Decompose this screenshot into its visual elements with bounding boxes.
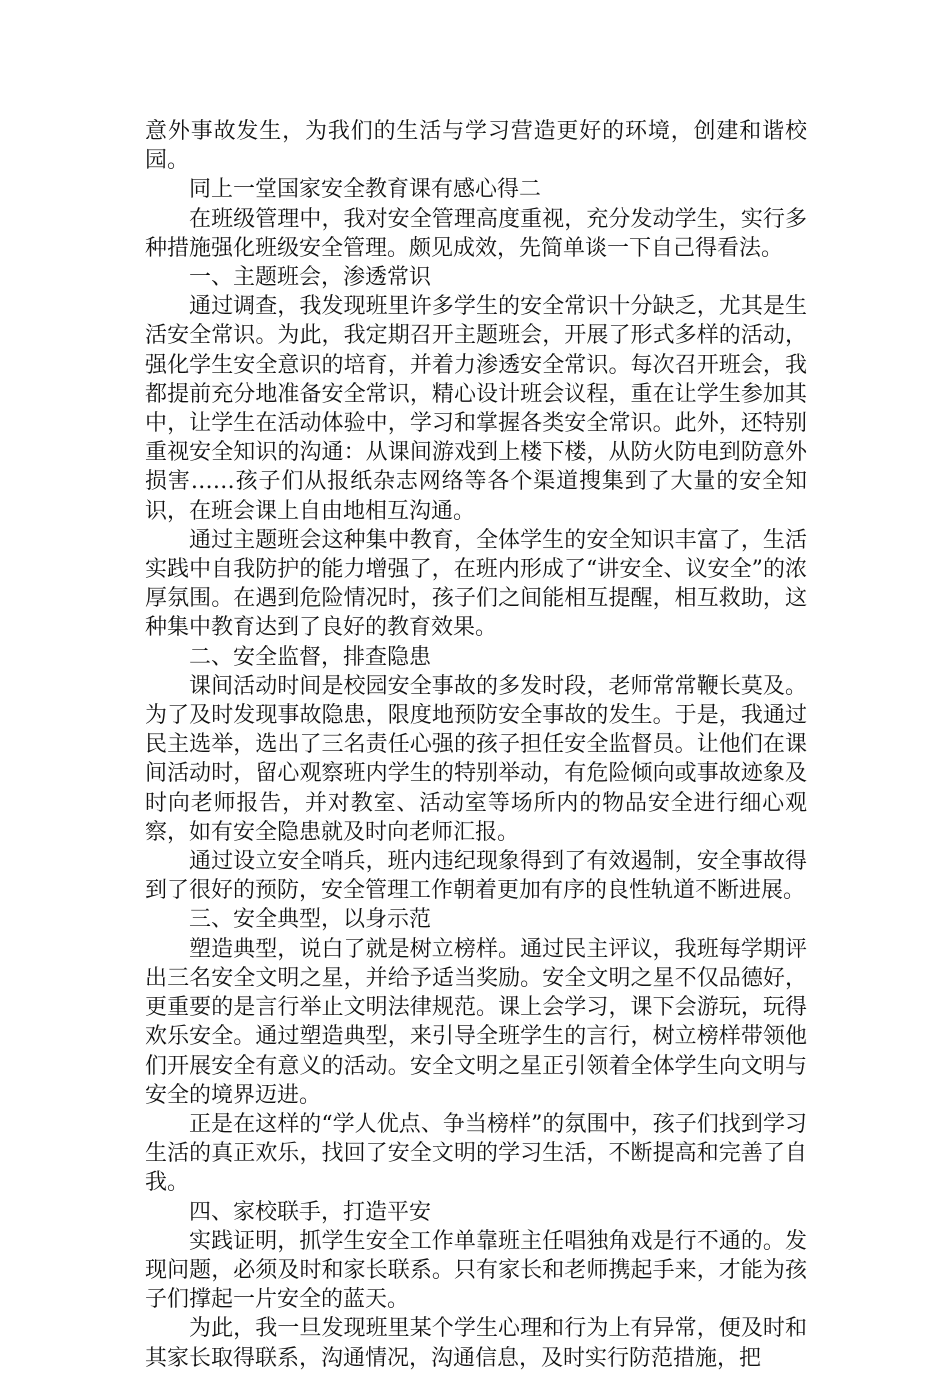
paragraph: 通过调查，我发现班里许多学生的安全常识十分缺乏，尤其是生活安全常识。为此，我定期召开主题班会，开展了形式多样的活动，强化学生安全意识的培育，并着力渗透安全常识。每次召开班会，我都提前充分地准备安全常识，精心设计班会议程，重在让学生参加其中，让学生在活动体验中，学习和掌握各类安全常识。此外，还特别重视安全知识的沟通：从课间游戏到上楼下楼，从防火防电到防意外损害……孩子们从报纸杂志网络等各个渠道搜集到了大量的安全知识，在班会课上自由地相互沟通。 [145,294,807,524]
document-body [145,117,807,1373]
paragraph: 实践证明，抓学生安全工作单靠班主任唱独角戏是行不通的。发现问题，必须及时和家长联系。只有家长和老师携起手来，才能为孩子们撑起一片安全的蓝天。 [145,1228,807,1313]
paragraph: 通过设立安全哨兵，班内违纪现象得到了有效遏制，安全事故得到了很好的预防，安全管理工作朝着更加有序的良性轨道不断进展。 [145,849,807,904]
section-heading: 一、主题班会，渗透常识 [189,265,432,291]
paragraph: 在班级管理中，我对安全管理高度重视，充分发动学生，实行多种措施强化班级安全管理。颇见成效，先简单谈一下自己得看法。 [145,206,807,261]
section-heading: 二、安全监督，排查隐患 [189,644,432,670]
paragraph: 正是在这样的“学人优点、争当榜样”的氛围中，孩子们找到学习生活的真正欢乐，找回了安全文明的学习生活，不断提高和完善了自我。 [145,1111,807,1196]
paragraph: 为此，我一旦发现班里某个学生心理和行为上有异常，便及时和其家长取得联系，沟通情况，沟通信息，及时实行防范措施，把 [145,1316,807,1371]
paragraph: 塑造典型，说白了就是树立榜样。通过民主评议，我班每学期评出三名安全文明之星，并给予适当奖励。安全文明之星不仅品德好，更重要的是言行举止文明法律规范。课上会学习，课下会游玩，玩得欢乐安全。通过塑造典型，来引导全班学生的言行，树立榜样带领他们开展安全有意义的活动。安全文明之星正引领着全体学生向文明与安全的境界迈进。 [145,936,807,1108]
section-heading: 三、安全典型，以身示范 [189,907,432,933]
paragraph-continuation: 意外事故发生，为我们的生活与学习营造更好的环境，创建和谐校园。 [145,119,807,174]
section-title: 同上一堂国家安全教育课有感心得二 [189,177,542,203]
paragraph: 通过主题班会这种集中教育，全体学生的安全知识丰富了，生活实践中自我防护的能力增强了，在班内形成了“讲安全、议安全”的浓厚氛围。在遇到危险情况时，孩子们之间能相互提醒，相互救助，这种集中教育达到了良好的教育效果。 [145,527,807,641]
paragraph: 课间活动时间是校园安全事故的多发时段，老师常常鞭长莫及。为了及时发现事故隐患，限度地预防安全事故的发生。于是，我通过民主选举，选出了三名责任心强的孩子担任安全监督员。让他们在课间活动时，留心观察班内学生的特别举动，有危险倾向或事故迹象及时向老师报告，并对教室、活动室等场所内的物品安全进行细心观察，如有安全隐患就及时向老师汇报。 [145,673,807,845]
section-heading: 四、家校联手，打造平安 [189,1199,432,1225]
